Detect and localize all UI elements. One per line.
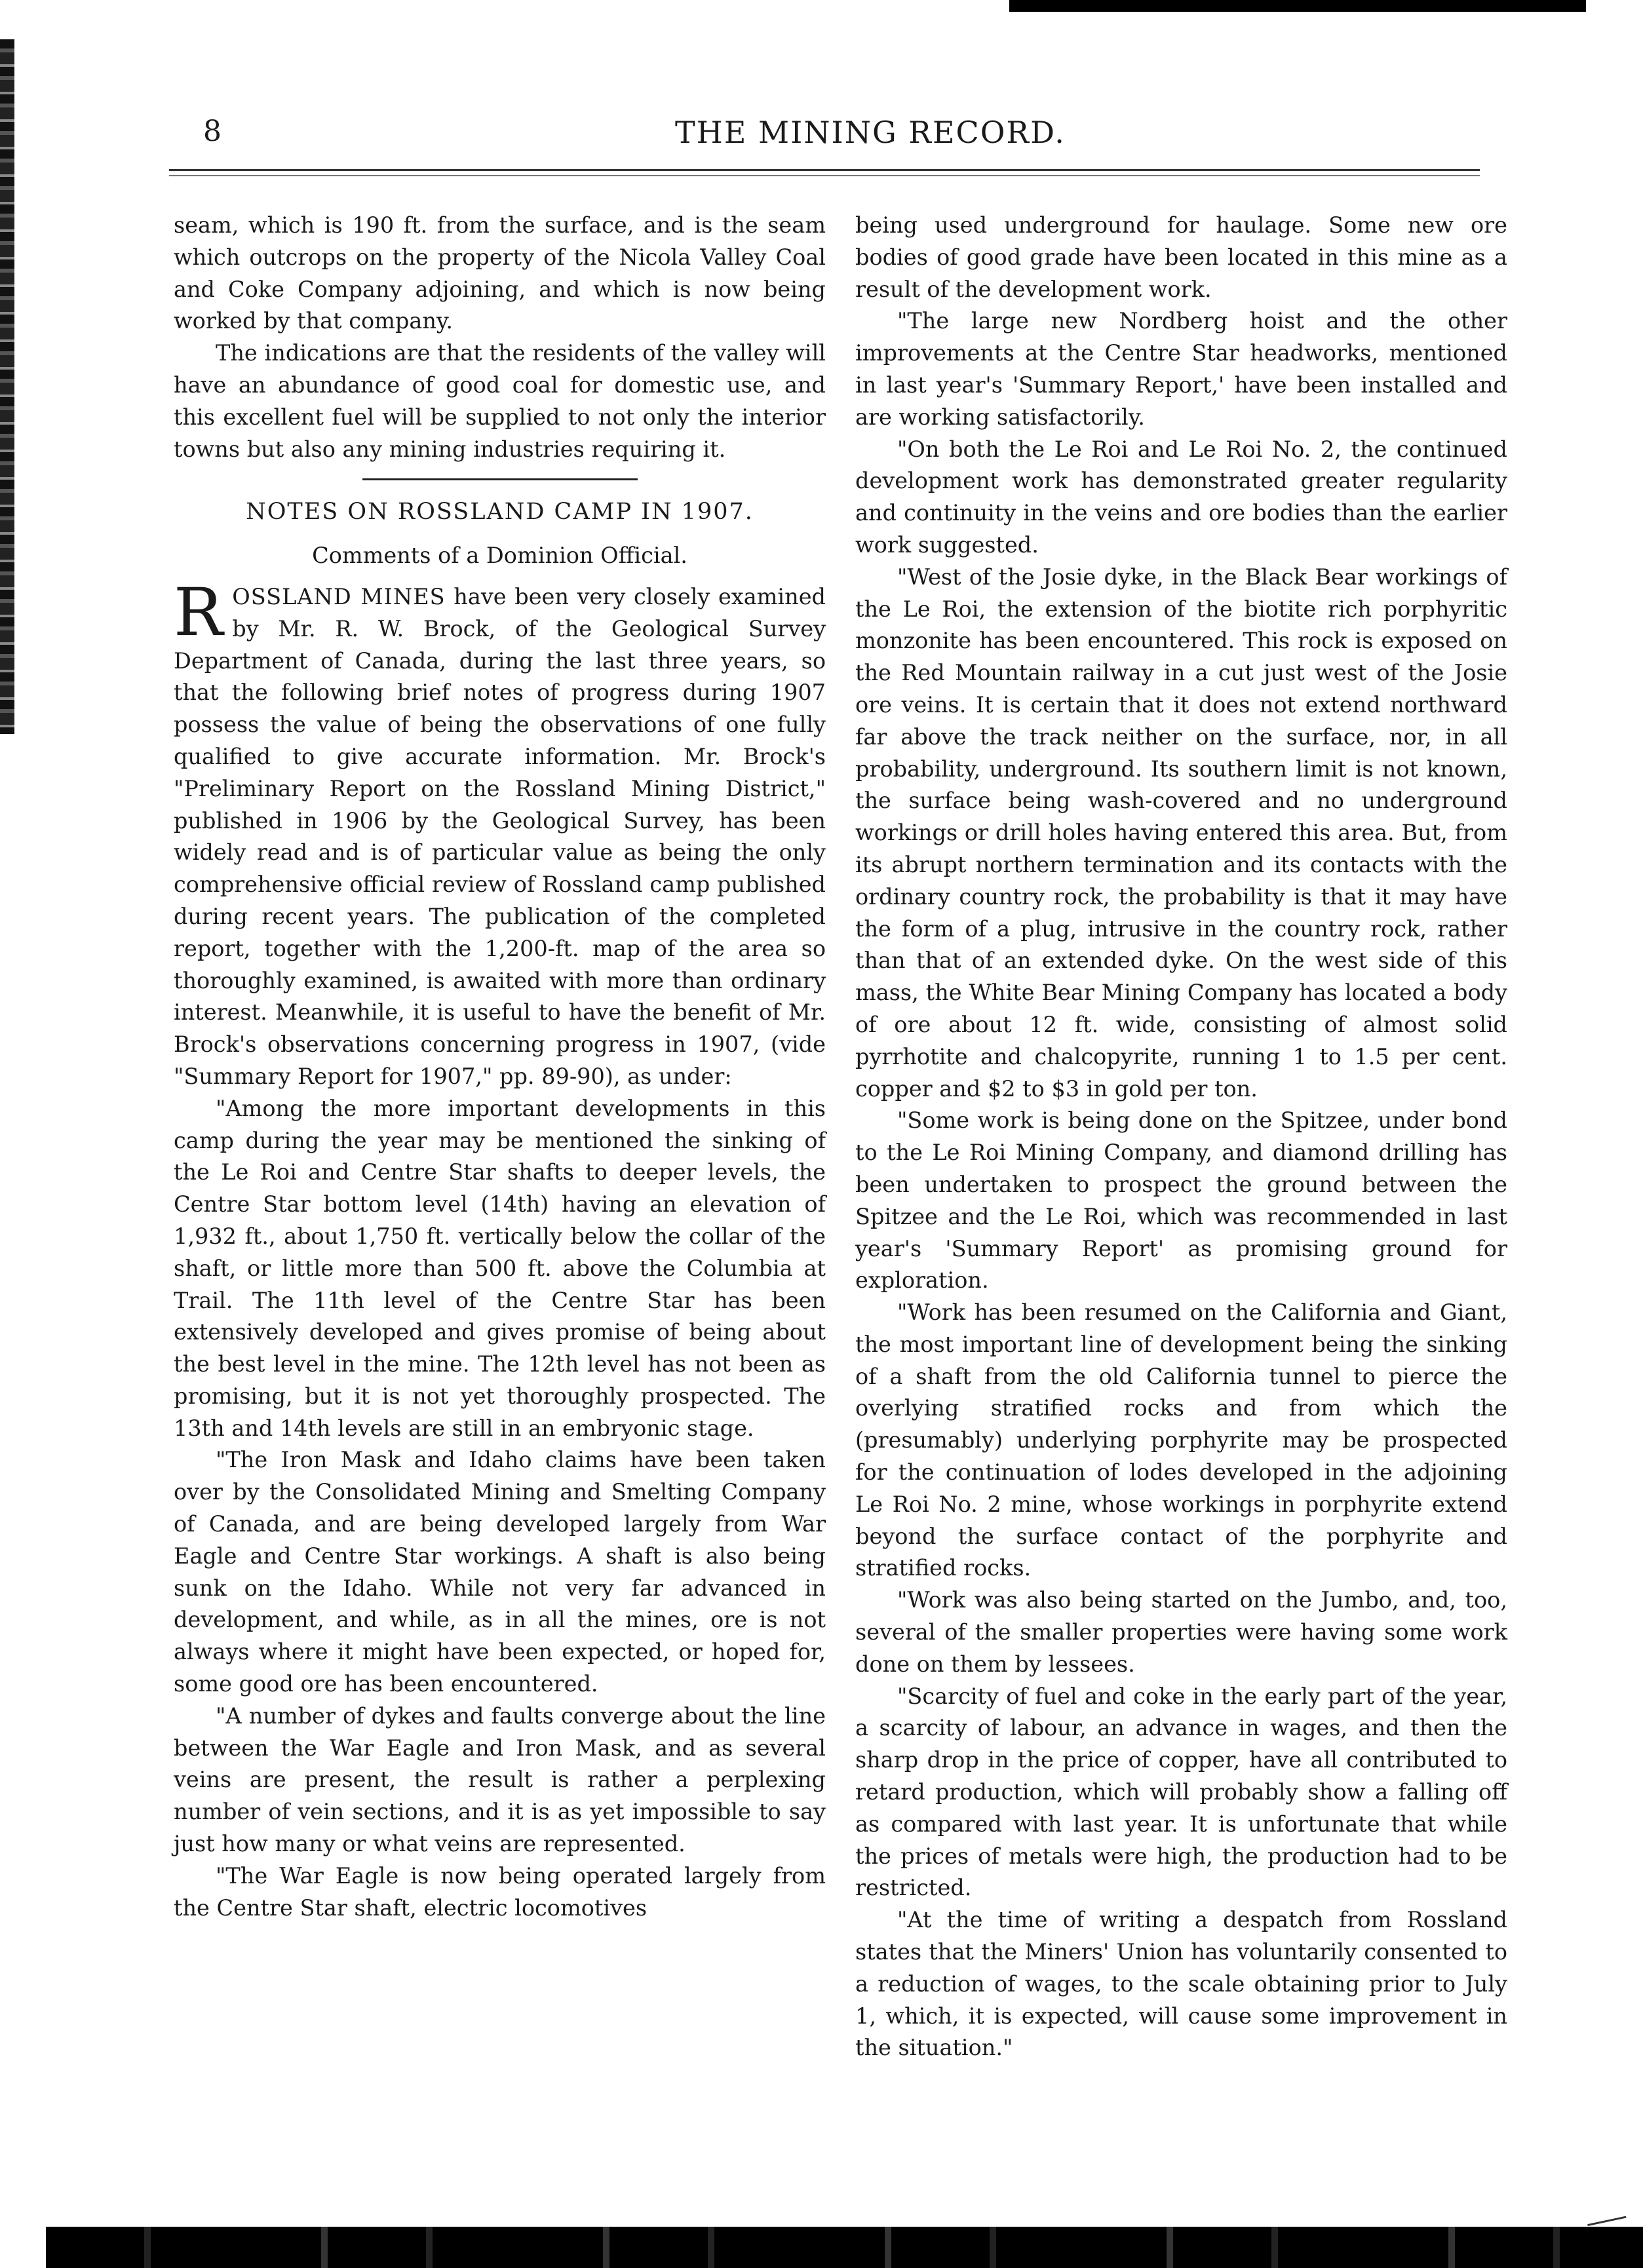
intro-paragraph: seam, which is 190 ft. from the surface, and is the seam which outcrops on the property of the Nicola Valley Coal and Coke Company adjoining, and which is now being worked by that company. (174, 212, 826, 334)
body-paragraph: "Work has been resumed on the California and Giant, the most important line of development being the sinking of a shaft from the old California tunnel to pierce the overlying stratified rocks and from which the (presumably) underlying porphyrite may be prospected for the continuation of lodes developed in the adjoining Le Roi No. 2 mine, whose workings in porphyrite extend beyond the surface contact of the porphyrite and stratified rocks. (855, 1299, 1507, 1581)
lede-small-caps: OSSLAND MINES (232, 583, 446, 609)
body-paragraph: "Scarcity of fuel and coke in the early part of the year, a scarcity of labour, an advance in wages, and then the sharp drop in the price of copper, have all contributed to retard production, which will probably show a falling off as compared with last year. It is unfortunate that while the prices of metals were high, the production had to be restricted. (855, 1683, 1507, 1901)
body-paragraph: "The Iron Mask and Idaho claims have been taken over by the Consolidated Mining and Smelting Company of Canada, and are being developed largely from War Eagle and Centre Star workings. A shaft is also being sunk on the Idaho. While not very far advanced in development, and while, as in all the mines, ore is not always where it might have been expected, or hoped for, some good ore has been encountered. (174, 1447, 826, 1697)
lede-text: have been very closely examined by Mr. R. W. Brock, of the Geological Survey Department of Canada, during the last three years, so that the following brief notes of progress during 1907 possess the value of being the observations of one fully qualified to give accurate information. Mr. Brock's "Preliminary Report on the Rossland Mining District," published in 1906 by the Geological Survey, has been widely read and is of particular value as being the only comprehensive official review of Rossland camp published during recent years. The publication of the completed report, together with the 1,200-ft. map of the area so thoroughly examined, is awaited with more than ordinary interest. Meanwhile, it is useful to have the benefit of Mr. Brock's observations concerning progress in 1907, (vide "Summary Report for 1907," pp. 89-90), as under: (174, 583, 826, 1089)
body-paragraph: "Among the more important developments in this camp during the year may be mentioned the sinking of the Le Roi and Centre Star shafts to deeper levels, the Centre Star bottom level (14th) having an elevation of 1,932 ft., about 1,750 ft. vertically below the collar of the shaft, or little more than 500 ft. above the Columbia at Trail. The 11th level of the Centre Star has been extensively developed and gives promise of being about the best level in the mine. The 12th level has not been as promising, but it is not yet thoroughly prospected. The 13th and 14th levels are still in an embryonic stage. (174, 1095, 826, 1441)
left-column (174, 210, 826, 1924)
body-paragraph: "West of the Josie dyke, in the Black Bear workings of the Le Roi, the extension of the biotite rich porphyritic monzonite has been encountered. This rock is exposed on the Red Mountain railway in a cut just west of the Josie ore veins. It is certain that it does not extend northward far above the track neither on the surface, nor, in all probability, underground. Its southern limit is not known, the surface being wash-covered and no underground workings or drill holes having entered this area. But, from its abrupt northern termination and its contacts with the ordinary country rock, the probability is that it may have the form of a plug, intrusive in the country rock, rather than that of an extended dyke. On the west side of this mass, the White Bear Mining Company has located a body of ore about 12 ft. wide, consisting of almost solid pyrrhotite and chalcopyrite, running 1 to 1.5 per cent. copper and $2 to $3 in gold per ton. (855, 564, 1507, 1102)
lede-paragraph (174, 573, 826, 1093)
section-divider (362, 478, 638, 480)
body-paragraph: being used underground for haulage. Some new ore bodies of good grade have been located in this mine as a result of the development work. (855, 212, 1507, 302)
page-number: 8 (203, 115, 222, 148)
drop-cap: R (174, 573, 223, 651)
scan-edge-artifact (0, 39, 14, 734)
top-scan-rule (1009, 0, 1586, 12)
body-paragraph: "The War Eagle is now being operated largely from the Centre Star shaft, electric locomotives (174, 1862, 826, 1921)
header-rule (169, 169, 1480, 176)
running-head: THE MINING RECORD. (675, 115, 1066, 150)
intro-paragraph: The indications are that the residents of the valley will have an abundance of good coal for domestic use, and this excellent fuel will be supplied to not only the interior towns but also any mining industries requiring it. (174, 340, 826, 462)
right-column (855, 210, 1507, 2064)
body-paragraph: "Work was also being started on the Jumbo, and, too, several of the smaller properties were having some work done on them by lessees. (855, 1587, 1507, 1677)
bottom-scan-bar (46, 2227, 1643, 2268)
article-subtitle: Comments of a Dominion Official. (312, 543, 687, 569)
body-paragraph: "On both the Le Roi and Le Roi No. 2, the continued development work has demonstrated greater regularity and continuity in the veins and ore bodies than the earlier work suggested. (855, 436, 1507, 558)
article-title: NOTES ON ROSSLAND CAMP IN 1907. (246, 499, 754, 526)
body-paragraph: "The large new Nordberg hoist and the other improvements at the Centre Star headworks, mentioned in last year's 'Summary Report,' have been installed and are working satisfactorily. (855, 308, 1507, 430)
body-paragraph: "At the time of writing a despatch from Rossland states that the Miners' Union has voluntarily consented to a reduction of wages, to the scale obtaining prior to July 1, which, it is expected, will cause some improvement in the situation." (855, 1907, 1507, 2061)
body-paragraph: "A number of dykes and faults converge about the line between the War Eagle and Iron Mask, and as several veins are present, the result is rather a perplexing number of vein sections, and it is as yet impossible to say just how many or what veins are represented. (174, 1702, 826, 1857)
body-paragraph: "Some work is being done on the Spitzee, under bond to the Le Roi Mining Company, and diamond drilling has been undertaken to prospect the ground between the Spitzee and the Le Roi, which was recommended in last year's 'Summary Report' as promising ground for exploration. (855, 1107, 1507, 1294)
end-mark (1585, 2204, 1626, 2226)
